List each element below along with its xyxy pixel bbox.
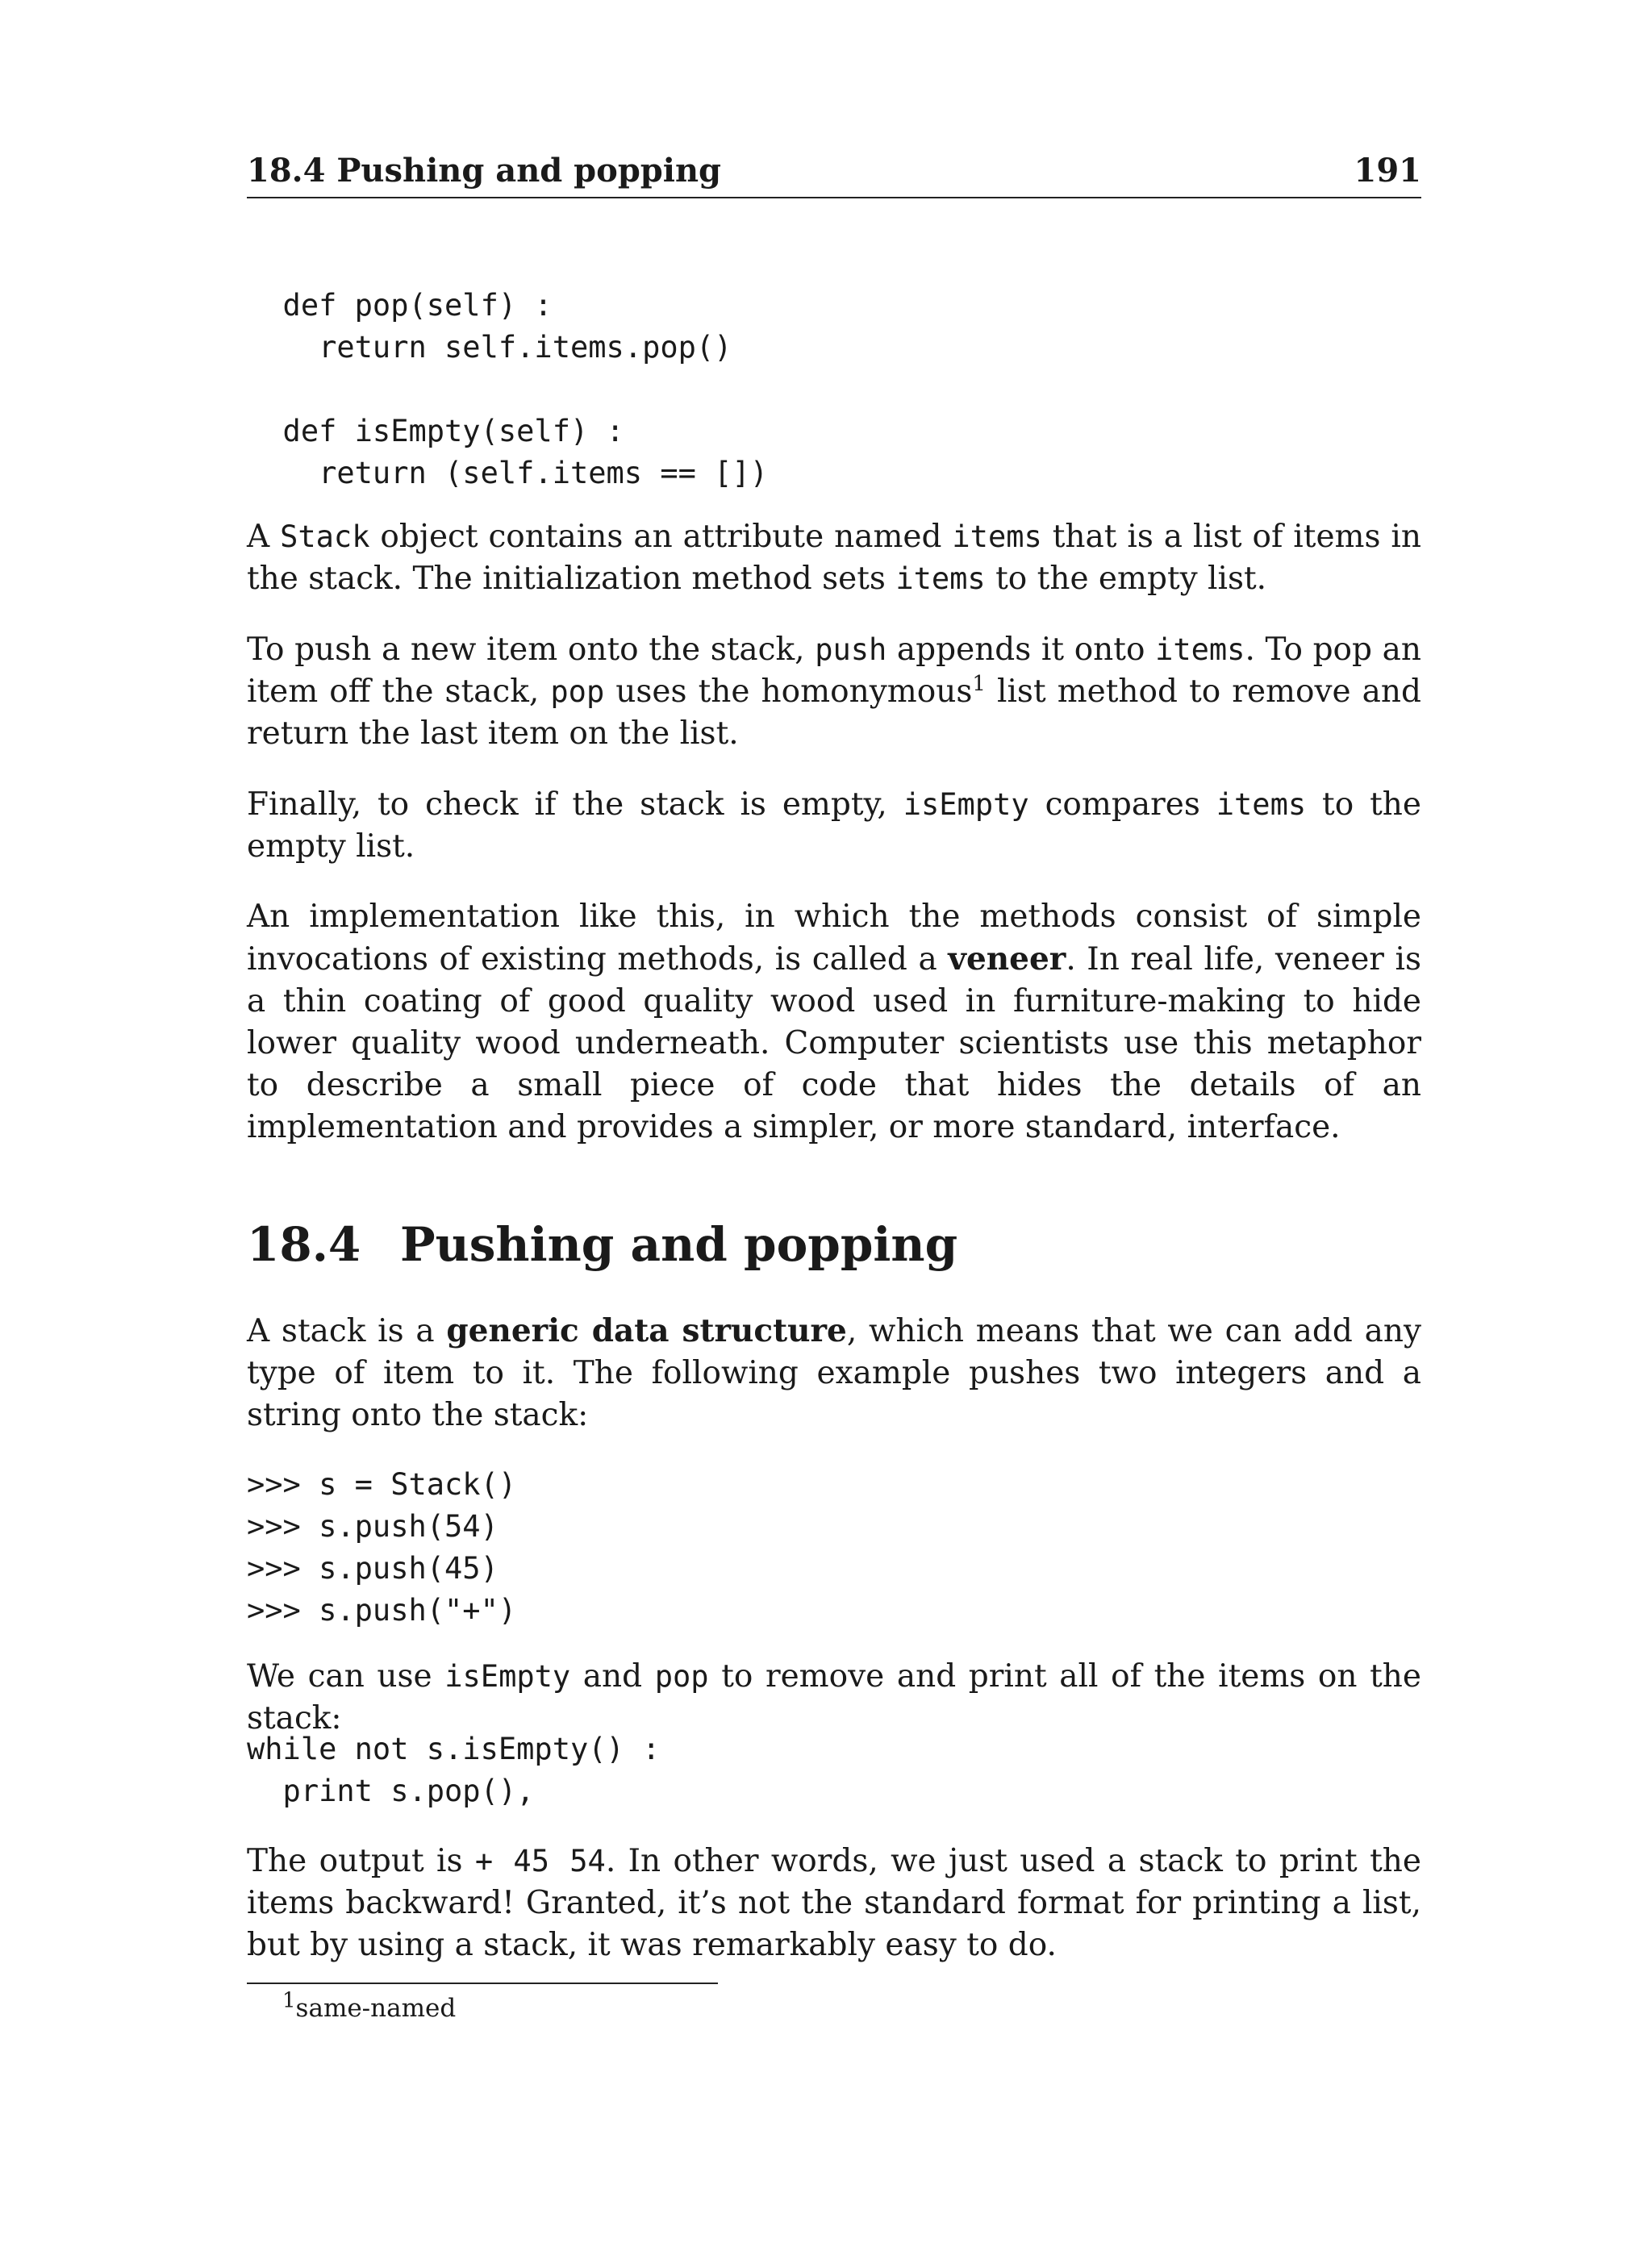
section-heading [247,1216,957,1273]
code-block-while-loop: while not s.isEmpty() : print s.pop(), [247,1732,661,1808]
section-title: Pushing and popping [400,1217,958,1272]
footnote-marker: 1 [972,672,986,696]
paragraph-isempty: Finally, to check if the stack is empty, isEmpty compares items to the empty list. [247,786,1421,865]
paragraph-generic-data-structure: A stack is a generic data structure, which means that we can add any type of item to it. The following example pushes two integers and a string onto the stack: [247,1312,1421,1433]
term-veneer: veneer [948,940,1066,978]
paragraph-push-pop: To push a new item onto the stack, push appends it onto items. To pop an item off the stack, pop uses the homonymous$^1$ list method to remove and return the last item on the list. [247,632,1422,752]
section-number: 18.4 [247,1217,361,1272]
footnote-rule [247,1983,718,1984]
code-block-methods: def pop(self) : return self.items.pop() def isEmpty(self) : return (self.items == []) [282,288,769,490]
footnote-mark: 1 [282,1988,296,2013]
running-header [247,147,1421,198]
paragraph-output: The output is + 45 54. In other words, we just used a stack to print the items backward! Granted, it’s not the standard format for printing a list, but by using a stack, it was remarkably easy to do. [247,1843,1421,1963]
footnote [282,1988,457,2024]
footnote-text: same-named [295,1994,457,2023]
paragraph-stack-object: A Stack object contains an attribute named items that is a list of items in the stack. The initialization method sets items to the empty list. [247,519,1422,597]
paragraph-veneer: An implementation like this, in which the methods consist of simple invocations of existing methods, is called a veneer. In real life, veneer is a thin coating of good quality wood used in furniture-making to hide lower quality wood underneath. Computer scientists use this metaphor to describe a small piece of code that hides the details of an implementation and provides a simpler, or more standard, interface. [247,899,1421,1145]
code-block-push-example: >>> s = Stack() >>> s.push(54) >>> s.push(45) >>> s.push("+") [247,1467,517,1628]
page-number: 191 [1354,152,1421,190]
paragraph-remove-print: We can use isEmpty and pop to remove and print all of the items on the stack: [247,1658,1421,1737]
header-title: 18.4 Pushing and popping [247,152,722,190]
term-generic-data-structure: generic data structure [446,1312,847,1349]
